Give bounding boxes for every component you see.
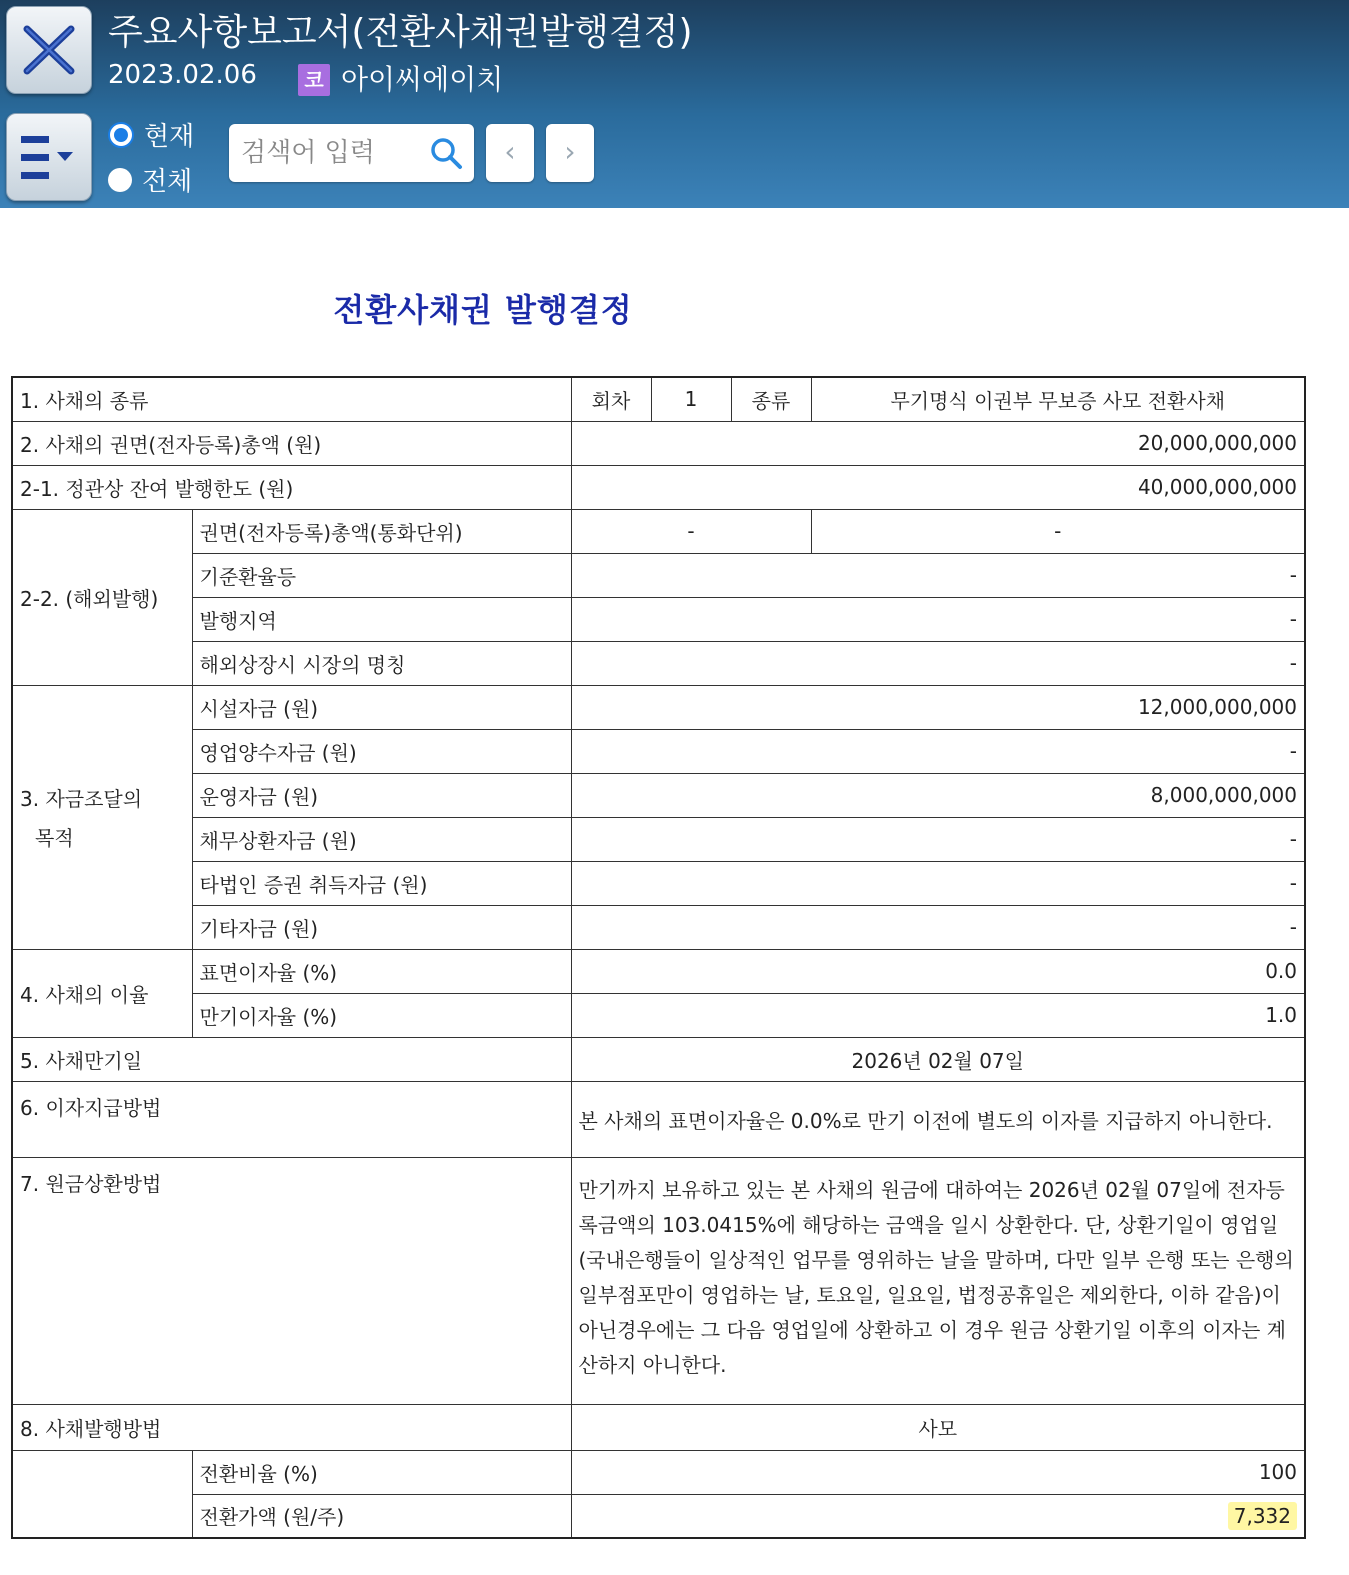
issue-region-label: 발행지역	[192, 597, 571, 641]
table-row	[12, 553, 1305, 597]
operating-fund-value: 8,000,000,000	[571, 773, 1305, 817]
radio-current-label: 현재	[144, 122, 195, 152]
other-fund-value: -	[571, 905, 1305, 949]
table-row	[12, 1404, 1305, 1450]
prev-button[interactable]: ‹	[486, 124, 534, 182]
radio-current-dot[interactable]	[108, 122, 134, 148]
table-row	[12, 641, 1305, 685]
table-row	[12, 509, 1305, 553]
disclosure-table	[11, 376, 1306, 1539]
search-input[interactable]	[239, 132, 423, 174]
maturity-date-label: 5. 사채만기일	[12, 1037, 571, 1081]
operating-fund-label: 운영자금 (원)	[192, 773, 571, 817]
interest-payment-value: 본 사채의 표면이자율은 0.0%로 만기 이전에 별도의 이자를 지급하지 아니한다.	[571, 1081, 1305, 1157]
radio-all[interactable]	[108, 161, 192, 198]
kind-label: 종류	[731, 377, 811, 421]
overseas-market-label: 해외상장시 시장의 명칭	[192, 641, 571, 685]
table-row	[12, 421, 1305, 465]
bond-type-label: 1. 사채의 종류	[12, 377, 571, 421]
coupon-rate-label: 표면이자율 (%)	[192, 949, 571, 993]
conversion-price-label: 전환가액 (원/주)	[192, 1494, 571, 1538]
issue-method-value: 사모	[571, 1404, 1305, 1450]
issue-region-value: -	[571, 597, 1305, 641]
overseas-market-value: -	[571, 641, 1305, 685]
table-row	[12, 1157, 1305, 1404]
report-date: 2023.02.06	[108, 60, 257, 90]
conversion-price-value: 7,332	[1228, 1502, 1297, 1530]
acquisition-fund-value: -	[571, 729, 1305, 773]
report-title: 주요사항보고서(전환사채권발행결정)	[108, 12, 693, 53]
conversion-label	[12, 1450, 192, 1538]
table-row	[12, 1037, 1305, 1081]
securities-acq-label: 타법인 증권 취득자금 (원)	[192, 861, 571, 905]
table-row	[12, 905, 1305, 949]
table-row	[12, 729, 1305, 773]
funding-purpose-label	[12, 685, 192, 949]
close-button[interactable]	[6, 6, 92, 94]
table-row	[12, 597, 1305, 641]
next-button[interactable]: ›	[546, 124, 594, 182]
debt-repayment-value: -	[571, 817, 1305, 861]
table-row	[12, 1450, 1305, 1494]
table-row	[12, 465, 1305, 509]
facility-fund-label: 시설자금 (원)	[192, 685, 571, 729]
app-header	[0, 0, 1349, 208]
table-row	[12, 773, 1305, 817]
overseas-face-value-1: -	[571, 509, 811, 553]
remaining-limit-label: 2-1. 정관상 잔여 발행한도 (원)	[12, 465, 571, 509]
issue-method-label: 8. 사채발행방법	[12, 1404, 571, 1450]
overseas-label: 2-2. (해외발행)	[12, 509, 192, 685]
fx-rate-label: 기준환율등	[192, 553, 571, 597]
overseas-face-label: 권면(전자등록)총액(통화단위)	[192, 509, 571, 553]
conversion-ratio-value: 100	[571, 1450, 1305, 1494]
close-icon	[19, 21, 79, 79]
interest-rate-label: 4. 사채의 이율	[12, 949, 192, 1037]
fx-rate-value: -	[571, 553, 1305, 597]
radio-all-label: 전체	[142, 167, 193, 197]
menu-button[interactable]	[6, 113, 92, 201]
search-icon[interactable]	[429, 136, 463, 170]
round-value: 1	[651, 377, 731, 421]
table-row	[12, 993, 1305, 1037]
securities-acq-value: -	[571, 861, 1305, 905]
table-row	[12, 685, 1305, 729]
debt-repayment-label: 채무상환자금 (원)	[192, 817, 571, 861]
table-row	[12, 1081, 1305, 1157]
funding-purpose-label-1: 3. 자금조달의	[20, 787, 143, 811]
conversion-price-cell	[571, 1494, 1305, 1538]
market-badge: 코	[298, 64, 330, 96]
overseas-face-value-2: -	[811, 509, 1305, 553]
maturity-date-value: 2026년 02월 07일	[571, 1037, 1305, 1081]
face-total-value: 20,000,000,000	[571, 421, 1305, 465]
round-label: 회차	[571, 377, 651, 421]
remaining-limit-value: 40,000,000,000	[571, 465, 1305, 509]
coupon-rate-value: 0.0	[571, 949, 1305, 993]
table-row	[12, 377, 1305, 421]
facility-fund-value: 12,000,000,000	[571, 685, 1305, 729]
face-total-label: 2. 사채의 권면(전자등록)총액 (원)	[12, 421, 571, 465]
funding-purpose-label-2: 목적	[35, 826, 74, 850]
acquisition-fund-label: 영업양수자금 (원)	[192, 729, 571, 773]
interest-payment-label: 6. 이자지급방법	[12, 1081, 571, 1157]
table-row	[12, 949, 1305, 993]
search-box[interactable]	[229, 124, 474, 182]
maturity-rate-value: 1.0	[571, 993, 1305, 1037]
table-row	[12, 1494, 1305, 1538]
conversion-ratio-label: 전환비율 (%)	[192, 1450, 571, 1494]
list-menu-icon	[19, 134, 79, 184]
table-row	[12, 861, 1305, 905]
table-row	[12, 817, 1305, 861]
document-title: 전환사채권 발행결정	[333, 291, 633, 329]
radio-current[interactable]	[108, 116, 194, 153]
other-fund-label: 기타자금 (원)	[192, 905, 571, 949]
principal-repayment-label: 7. 원금상환방법	[12, 1157, 571, 1404]
company-name: 아이씨에이치	[341, 63, 504, 96]
kind-value: 무기명식 이권부 무보증 사모 전환사채	[811, 377, 1305, 421]
radio-all-dot[interactable]	[108, 168, 132, 192]
maturity-rate-label: 만기이자율 (%)	[192, 993, 571, 1037]
principal-repayment-value: 만기까지 보유하고 있는 본 사채의 원금에 대하여는 2026년 02월 07일에 전자등록금액의 103.0415%에 해당하는 금액을 일시 상환한다. 단, 상환기일이 영업일(국내은행들이 일상적인 업무를 영위하는 날을 말하며, 다만 일부 은행 또는 은행의 일부점포만이 영업하는 날, 토요일, 일요일, 법정공휴일은 제외한다, 이하 같음)이 아닌경우에는 그 다음 영업일에 상환하고 이 경우 원금 상환기일 이후의 이자는 계산하지 아니한다.	[571, 1157, 1305, 1404]
